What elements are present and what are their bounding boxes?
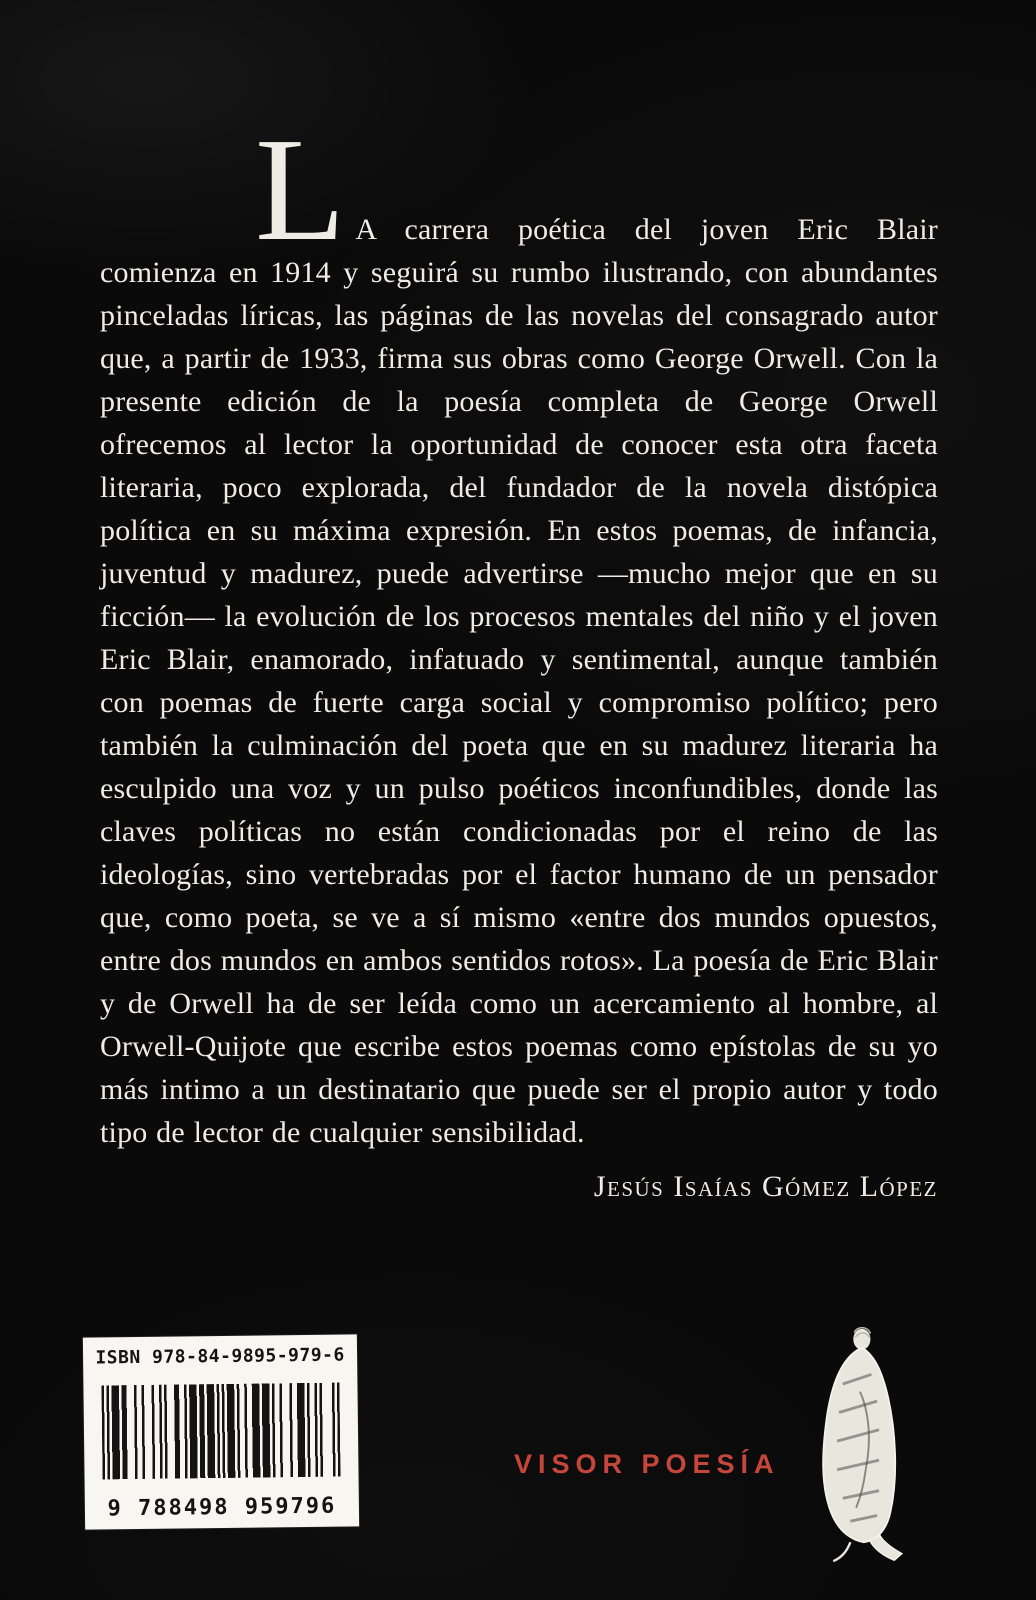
isbn-digits: 9 788498 959796 [107, 1493, 337, 1522]
blurb-block [100, 108, 938, 1204]
figure-head [853, 1329, 870, 1350]
author-signature: Jesús Isaías Gómez López [593, 1170, 938, 1203]
isbn-barcode-box [83, 1334, 359, 1529]
ean-barcode [101, 1383, 340, 1480]
figure-kneeling-leg [869, 1535, 901, 1560]
blurb-paragraph [100, 108, 938, 1154]
figure-hem-stroke [833, 1542, 850, 1561]
blurb-text: A carrera poética del joven Eric Blair comienza en 1914 y seguirá su rumbo ilustrando, con abundantes pinceladas líricas, las páginas de las novelas del consagrado autor que, a partir de 1933, firma sus obras como George Orwell. Con la presente edición de la poesía completa de George Orwell ofrecemos al lector la oportunidad de conocer esta otra faceta literaria, poco explorada, del fundador de la novela distópica política en su máxima expresión. En estos poemas, de infancia, juventud y madurez, puede advertirse —mucho mejor que en su ficción— la evolución de los procesos mentales del niño y el joven Eric Blair, enamorado, infatuado y sentimental, aunque también con poemas de fuerte carga social y compromiso político; pero también la culminación del poeta que en su madurez literaria ha esculpido una voz y un pulso poéticos inconfundibles, donde las claves políticas no están condicionadas por el reino de las ideologías, sino vertebradas por el factor humano de un pensador que, como poeta, se ve a sí mismo «entre dos mundos opuestos, entre dos mundos en ambos sentidos rotos». La poesía de Eric Blair y de Orwell ha de ser leída como un acercamiento al hombre, al Orwell-Quijote que escribe estos poemas como epístolas de su yo más intimo a un destinatario que puede ser el propio autor y todo tipo de lector de cualquier sensibilidad. [100, 213, 938, 1149]
figure-coat [823, 1348, 895, 1542]
isbn-label: ISBN 978-84-9895-979-6 [95, 1344, 345, 1369]
drop-cap-initial: L [255, 108, 346, 272]
publisher-figure-illustration [778, 1318, 940, 1570]
publisher-name: VISOR POESÍA [514, 1449, 780, 1479]
